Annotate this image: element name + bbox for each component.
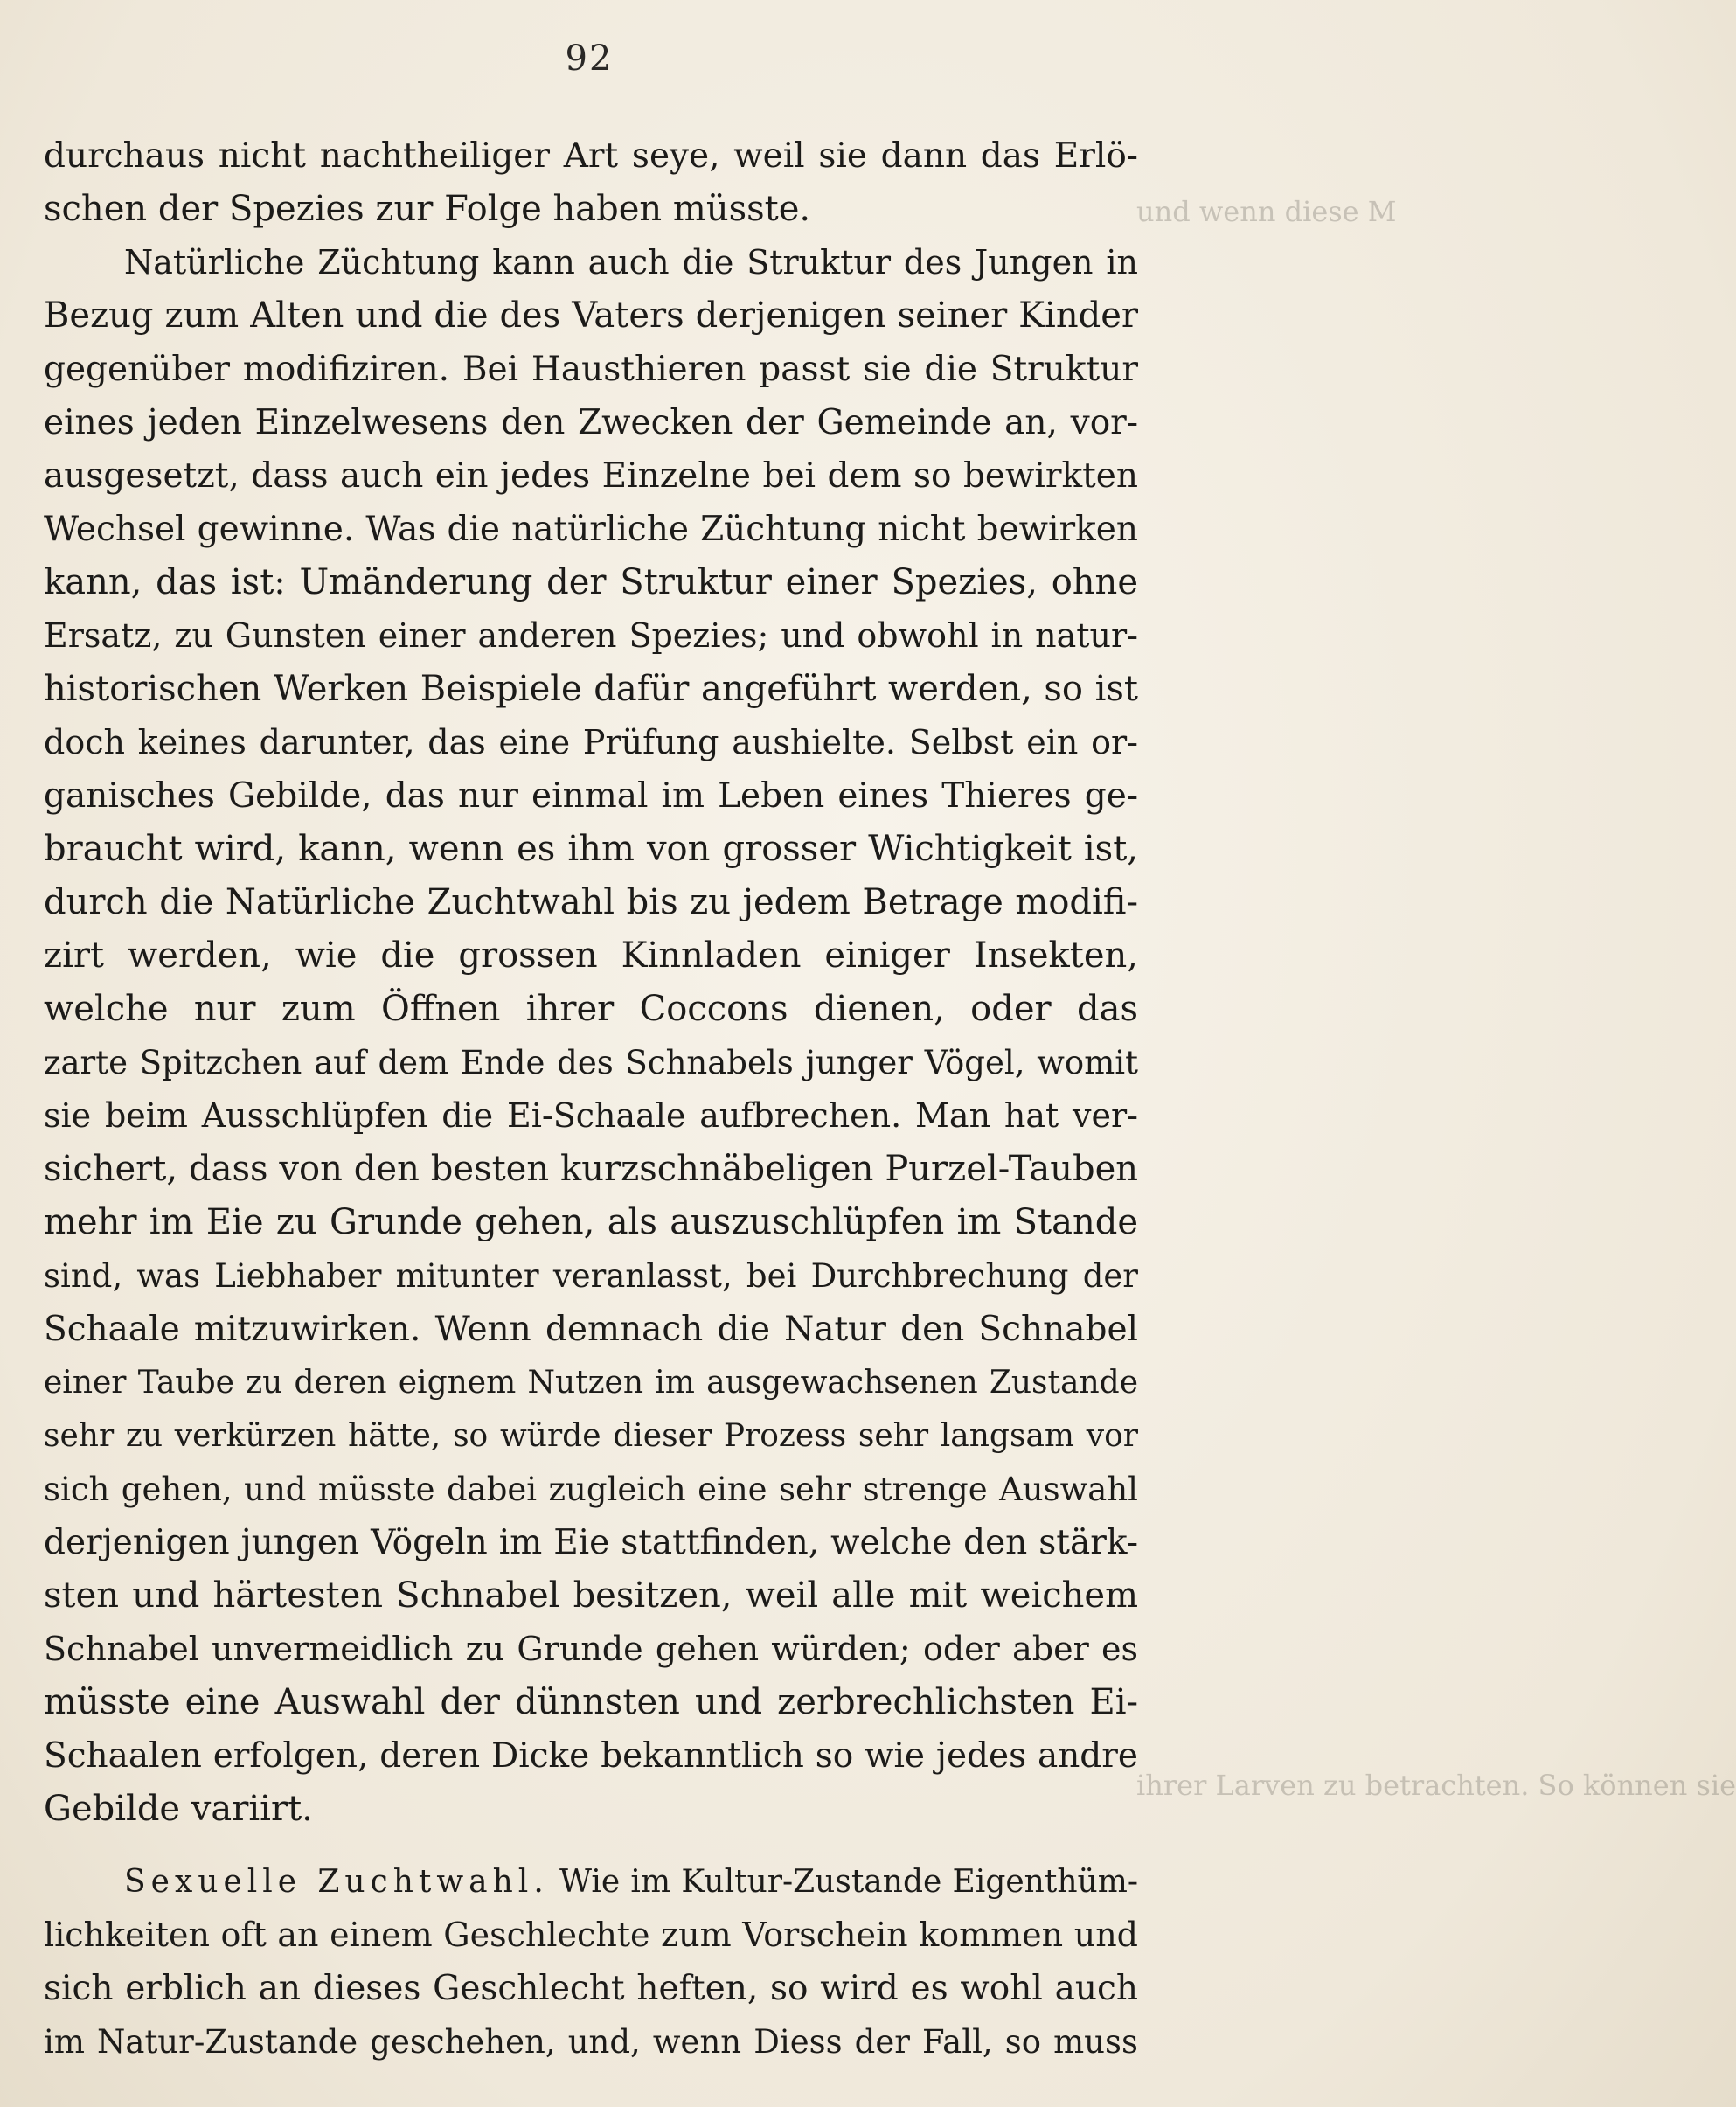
text-line: zirt werden, wie die grossen Kinnladen einiger Insekten, (44, 935, 1138, 976)
bleed-through-text: und wenn diese M (1136, 195, 1397, 228)
text-line: einer Taube zu deren eignem Nutzen im ausgewachsenen Zustande (44, 1365, 1138, 1401)
text-line: derjenigen jungen Vögeln im Eie stattfinden, welche den stärk- (44, 1523, 1138, 1562)
text-line: Bezug zum Alten und die des Vaters derjenigen seiner Kinder (44, 296, 1138, 336)
text-line: eines jeden Einzelwesens den Zwecken der Gemeinde an, vor- (44, 403, 1138, 442)
text-line: mehr im Eie zu Grunde gehen, als auszuschlüpfen im Stande (44, 1202, 1138, 1242)
text-line (44, 1855, 1138, 1909)
section-heading: Sexuelle Zuchtwahl. (124, 1864, 549, 1900)
text-line: müsste eine Auswahl der dünnsten und zerbrechlichsten Ei- (44, 1682, 1138, 1722)
text-line: durch die Natürliche Zuchtwahl bis zu jedem Betrage modifi- (44, 882, 1138, 922)
text-line: gegenüber modifiziren. Bei Hausthieren passt sie die Struktur (44, 350, 1138, 389)
text-line: ausgesetzt, dass auch ein jedes Einzelne bei dem so bewirkten (44, 456, 1138, 496)
text-line: ganisches Gebilde, das nur einmal im Leben eines Thieres ge- (44, 776, 1138, 816)
text-line: Natürliche Züchtung kann auch die Struktur des Jungen in (124, 243, 1138, 282)
body-text (44, 129, 1138, 2069)
page-number: 92 (565, 38, 614, 79)
text-line: zarte Spitzchen auf dem Ende des Schnabels junger Vögel, womit (44, 1044, 1138, 1081)
text-line: Schnabel unvermeidlich zu Grunde gehen würden; oder aber es (44, 1630, 1138, 1668)
text-line: sehr zu verkürzen hätte, so würde dieser Prozess sehr langsam vor (44, 1418, 1138, 1454)
text-line: sten und härtesten Schnabel besitzen, weil alle mit weichem (44, 1575, 1138, 1616)
text-line: sie beim Ausschlüpfen die Ei-Schaale aufbrechen. Man hat ver- (44, 1096, 1138, 1135)
text-line: historischen Werken Beispiele dafür angeführt werden, so ist (44, 669, 1138, 709)
text-line: lichkeiten oft an einem Geschlechte zum Vorschein kommen und (44, 1916, 1138, 1954)
text-line: kann, das ist: Umänderung der Struktur einer Spezies, ohne (44, 562, 1138, 602)
text-line: Ersatz, zu Gunsten einer anderen Spezies; und obwohl in natur- (44, 616, 1138, 655)
bleed-through-text: ihrer Larven zu betrachten. So können sie (1136, 1769, 1736, 1802)
text-line: sind, was Liebhaber mitunter veranlasst, bei Durchbrechung der (44, 1257, 1138, 1295)
text-line: Schaalen erfolgen, deren Dicke bekanntlich so wie jedes andre (44, 1736, 1138, 1776)
text-line: Schaale mitzuwirken. Wenn demnach die Natur den Schnabel (44, 1310, 1138, 1349)
text-line: durchaus nicht nachtheiliger Art seye, weil sie dann das Erlö- (44, 136, 1138, 176)
text-line: schen der Spezies zur Folge haben müsste. (44, 189, 811, 229)
text-line: sich erblich an dieses Geschlecht heften, so wird es wohl auch (44, 1969, 1138, 2008)
text-line: Gebilde variirt. (44, 1789, 313, 1829)
text-line: sich gehen, und müsste dabei zugleich eine sehr strenge Auswahl (44, 1471, 1138, 1508)
text-line: welche nur zum Öffnen ihrer Coccons dienen, oder das (44, 989, 1138, 1029)
text-line: im Natur-Zustande geschehen, und, wenn Diess der Fall, so muss (44, 2023, 1138, 2061)
text-line: sichert, dass von den besten kurzschnäbeligen Purzel-Tauben (44, 1149, 1138, 1189)
text-line: doch keines darunter, das eine Prüfung aushielte. Selbst ein or- (44, 723, 1138, 761)
heading-line-rest: Wie im Kultur-Zustande Eigenthüm- (548, 1864, 1138, 1900)
text-line: braucht wird, kann, wenn es ihm von grosser Wichtigkeit ist, (44, 829, 1138, 869)
text-line: Wechsel gewinne. Was die natürliche Züchtung nicht bewirken (44, 510, 1138, 549)
paragraph-gap (44, 1836, 1138, 1855)
